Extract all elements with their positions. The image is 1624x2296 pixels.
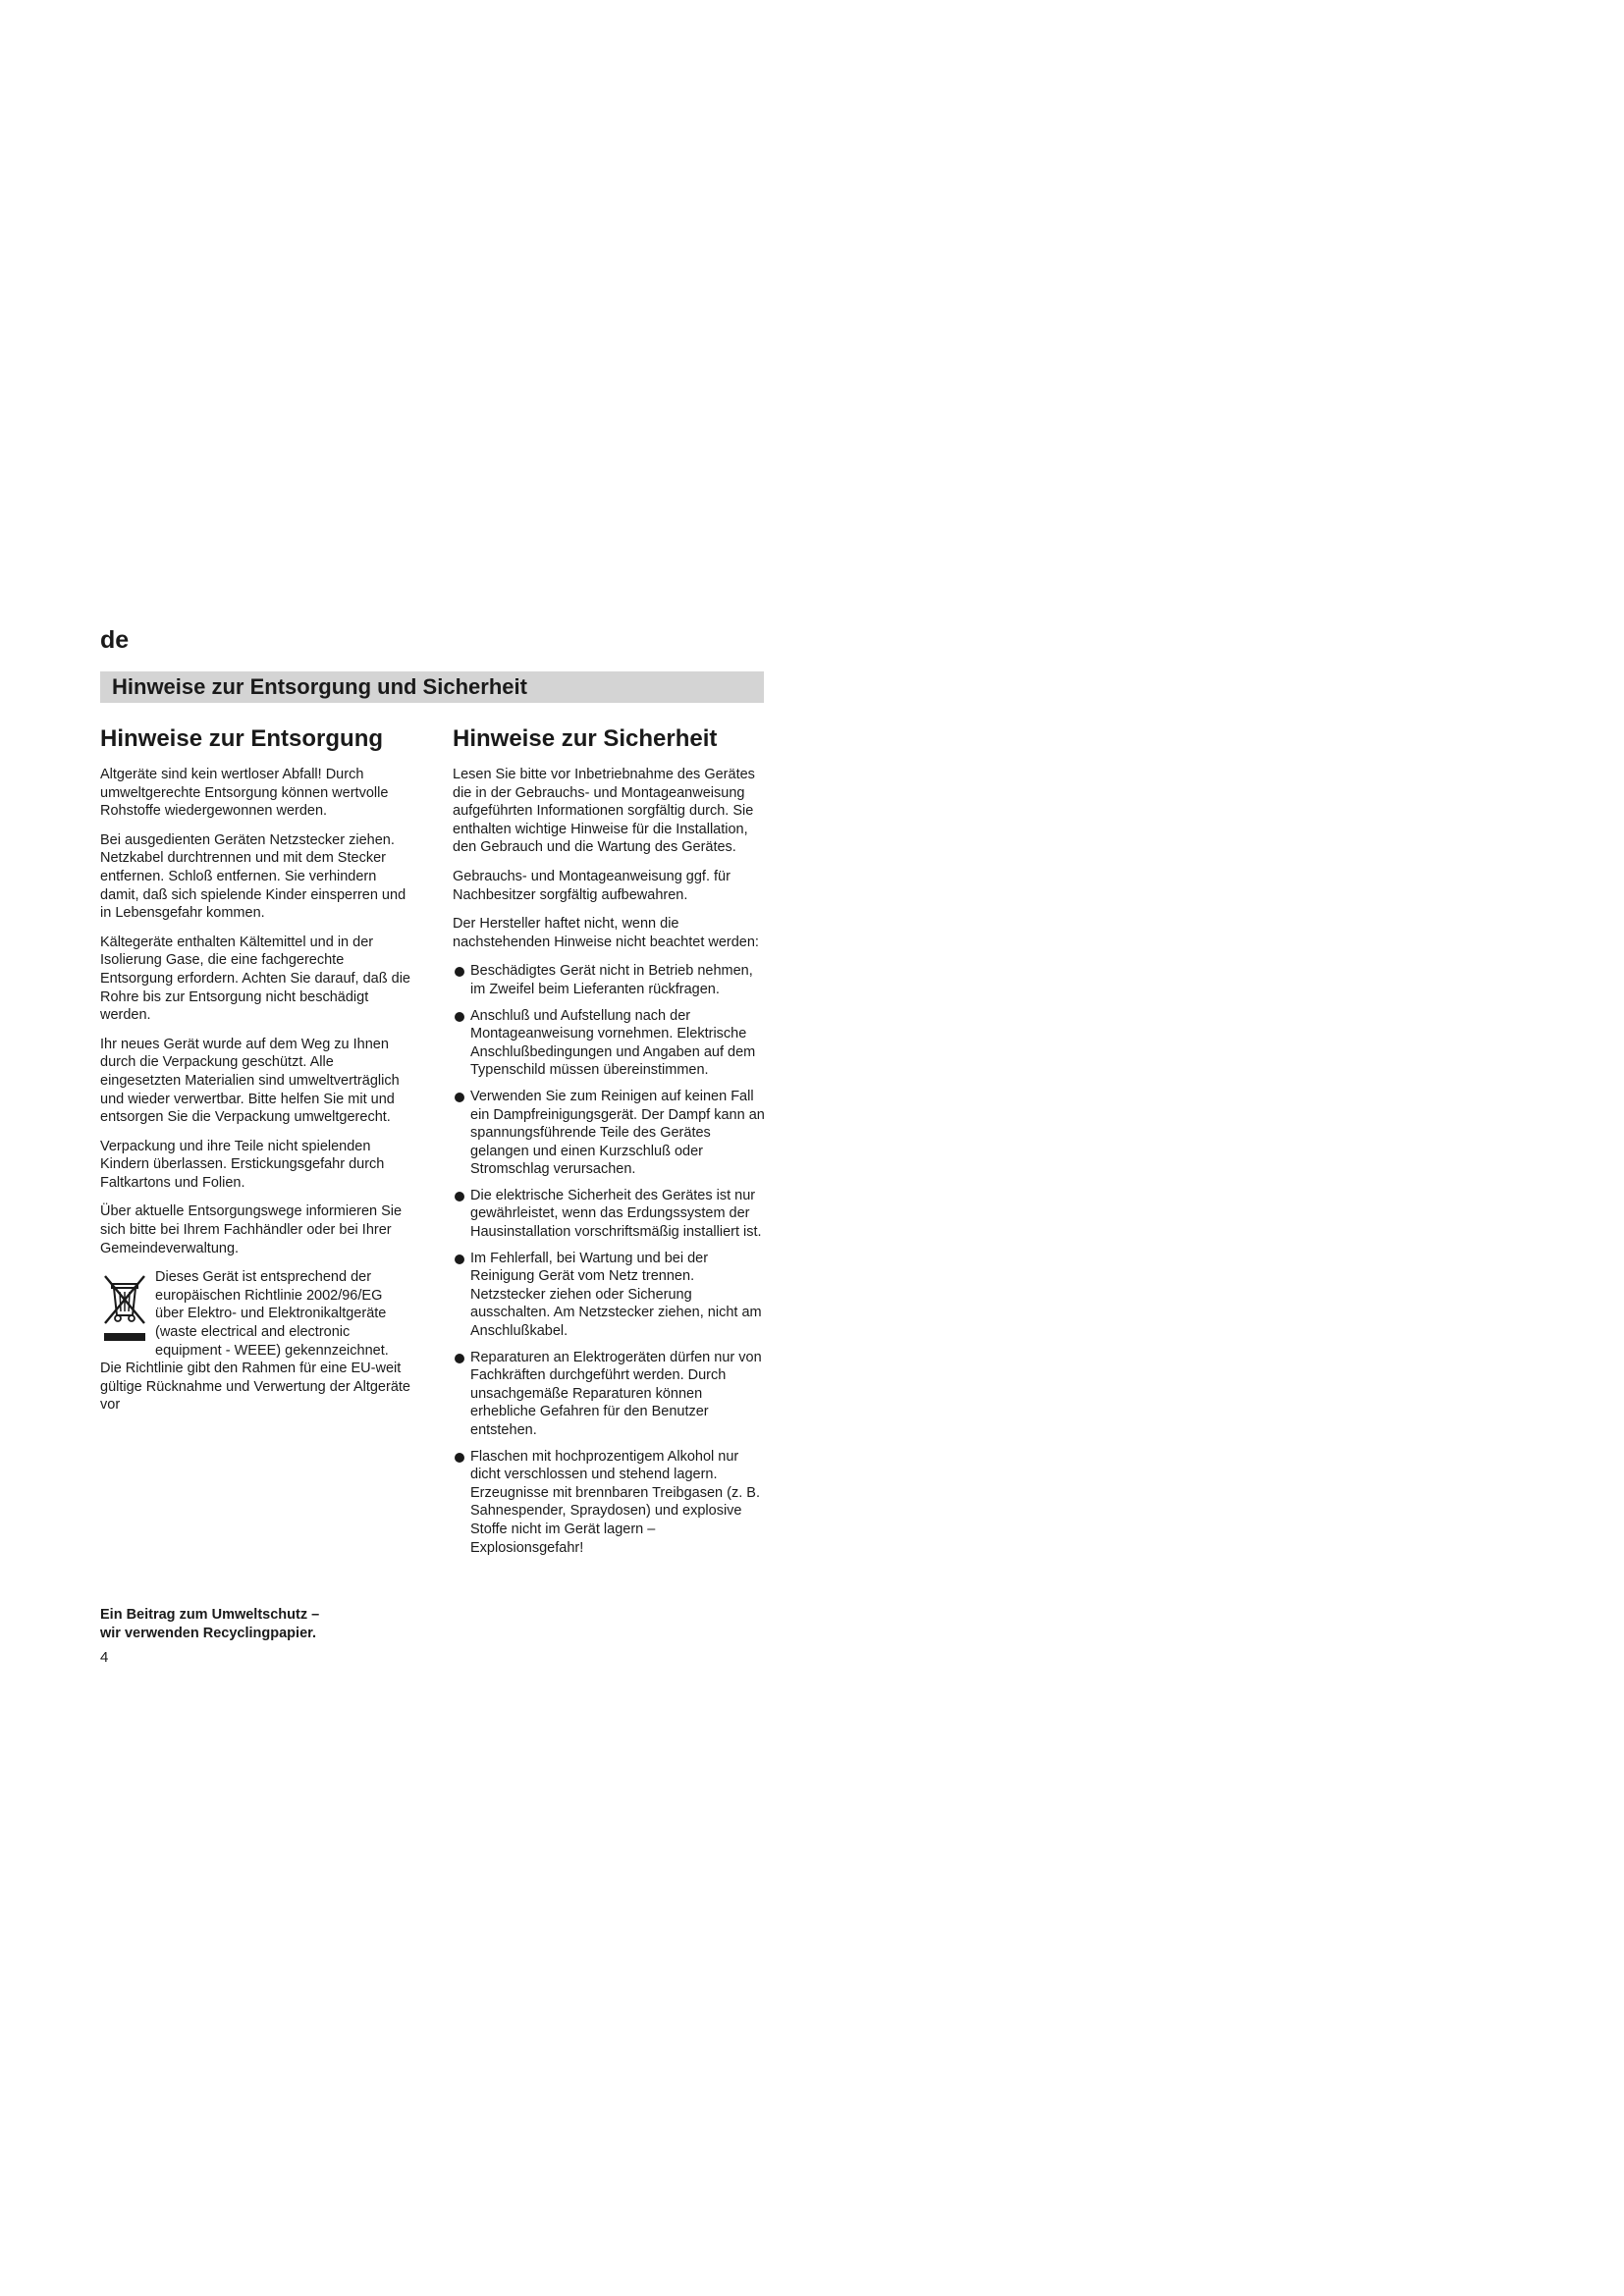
bullet-icon [455, 967, 464, 977]
list-item [453, 1250, 765, 1341]
disposal-paragraph: Verpackung und ihre Teile nicht spielenden Kindern überlassen. Erstickungsgefahr durch Faltkartons und Folien. [100, 1138, 385, 1191]
bullet-icon [455, 1192, 464, 1201]
bullet-icon [455, 1354, 464, 1363]
list-item [453, 1088, 765, 1179]
disposal-paragraph: Ihr neues Gerät wurde auf dem Weg zu Ihnen durch die Verpackung geschützt. Alle eingesetzten Materialien sind umweltverträglich und wieder verwertbar. Bitte helfen Sie mit und entsorgen Sie die Verpackung umweltgerecht. [100, 1036, 400, 1126]
disposal-paragraph: Über aktuelle Entsorgungswege informieren Sie sich bitte bei Ihrem Fachhändler oder bei Ihrer Gemeindeverwaltung. [100, 1203, 403, 1256]
disposal-paragraph: Bei ausgedienten Geräten Netzstecker ziehen. Netzkabel durchtrennen und mit dem Stecker entfernen. Schloß entfernen. Sie verhindern damit, daß sich spielende Kinder einsperren und in Lebensgefahr kommen. [100, 831, 406, 922]
bullet-icon [455, 1453, 464, 1463]
disposal-paragraph: Altgeräte sind kein wertloser Abfall! Durch umweltgerechte Entsorgung können wertvolle Rohstoffe wiedergewonnen werden. [100, 767, 389, 820]
list-item-text: Anschluß und Aufstellung nach der Montageanweisung vornehmen. Elektrische Anschlußbedingungen und Angaben auf dem Typenschild müssen übereinstimmen. [470, 1007, 756, 1079]
weee-notice [100, 1268, 412, 1415]
page-number: 4 [100, 1649, 109, 1666]
section-banner: Hinweise zur Entsorgung und Sicherheit [100, 671, 764, 703]
recycling-note-line-1: Ein Beitrag zum Umweltschutz – [100, 1607, 320, 1623]
safety-list [453, 962, 765, 1557]
list-item-text: Die elektrische Sicherheit des Gerätes ist nur gewährleistet, wenn das Erdungssystem der Hausinstallation vorschriftsmäßig installiert ist. [470, 1187, 762, 1241]
list-item-text: Verwenden Sie zum Reinigen auf keinen Fall ein Dampfreinigungsgerät. Der Dampf kann an spannungsführende Teile des Gerätes gelangen und einen Kurzschluß oder Stromschlag verursachen. [470, 1088, 765, 1178]
recycling-note [100, 1606, 424, 1643]
bullet-icon [455, 1255, 464, 1264]
safety-paragraph: Gebrauchs- und Montageanweisung ggf. für Nachbesitzer sorgfältig aufbewahren. [453, 868, 731, 903]
list-item [453, 1349, 765, 1440]
disposal-column [100, 719, 412, 1425]
list-item [453, 1007, 765, 1080]
safety-column [453, 719, 765, 1565]
disposal-paragraph: Kältegeräte enthalten Kältemittel und in der Isolierung Gase, die eine fachgerechte Entsorgung erfordern. Achten Sie darauf, daß die Rohre bis zur Entsorgung nicht beschädigt werden. [100, 934, 410, 1024]
safety-paragraph: Der Hersteller haftet nicht, wenn die nachstehenden Hinweise nicht beachtet werden: [453, 916, 759, 950]
weee-text: Dieses Gerät ist entsprechend der europäischen Richtlinie 2002/96/EG über Elektro- und Elektronikaltgeräte (waste electrical and electronic equipment - WEEE) gekennzeichnet. Die Richtlinie gibt den Rahmen für eine EU-weit gültige Rücknahme und Verwertung der Altgeräte vor [100, 1269, 410, 1414]
disposal-heading: Hinweise zur Entsorgung [100, 725, 384, 752]
list-item-text: Beschädigtes Gerät nicht in Betrieb nehmen, im Zweifel beim Lieferanten rückfragen. [470, 963, 753, 997]
list-item [453, 962, 765, 998]
language-code: de [100, 626, 130, 654]
list-item-text: Flaschen mit hochprozentigem Alkohol nur dicht verschlossen und stehend lagern. Erzeugnisse mit brennbaren Treibgasen (z. B. Sahnespender, Spraydosen) und explosive Stoffe nicht im Gerät lagern – Explosionsgefahr! [470, 1448, 760, 1556]
list-item-text: Reparaturen an Elektrogeräten dürfen nur von Fachkräften durchgeführt werden. Durch unsachgemäße Reparaturen können erhebliche Gefahren für den Benutzer entstehen. [470, 1349, 762, 1438]
list-item-text: Im Fehlerfall, bei Wartung und bei der Reinigung Gerät vom Netz trennen. Netzstecker ziehen oder Sicherung ausschalten. Am Netzstecker ziehen, nicht am Anschlußkabel. [470, 1250, 762, 1340]
safety-heading: Hinweise zur Sicherheit [453, 725, 718, 752]
crossed-out-wheelie-bin-icon [100, 1270, 149, 1345]
bullet-icon [455, 1012, 464, 1022]
recycling-note-line-2: wir verwenden Recyclingpapier. [100, 1626, 316, 1641]
bullet-icon [455, 1093, 464, 1102]
list-item [453, 1448, 765, 1558]
list-item [453, 1187, 765, 1242]
safety-paragraph: Lesen Sie bitte vor Inbetriebnahme des Gerätes die in der Gebrauchs- und Montageanweisung aufgeführten Informationen sorgfältig durch. Sie enthalten wichtige Hinweise für die Installation, den Gebrauch und die Wartung des Gerätes. [453, 767, 755, 856]
